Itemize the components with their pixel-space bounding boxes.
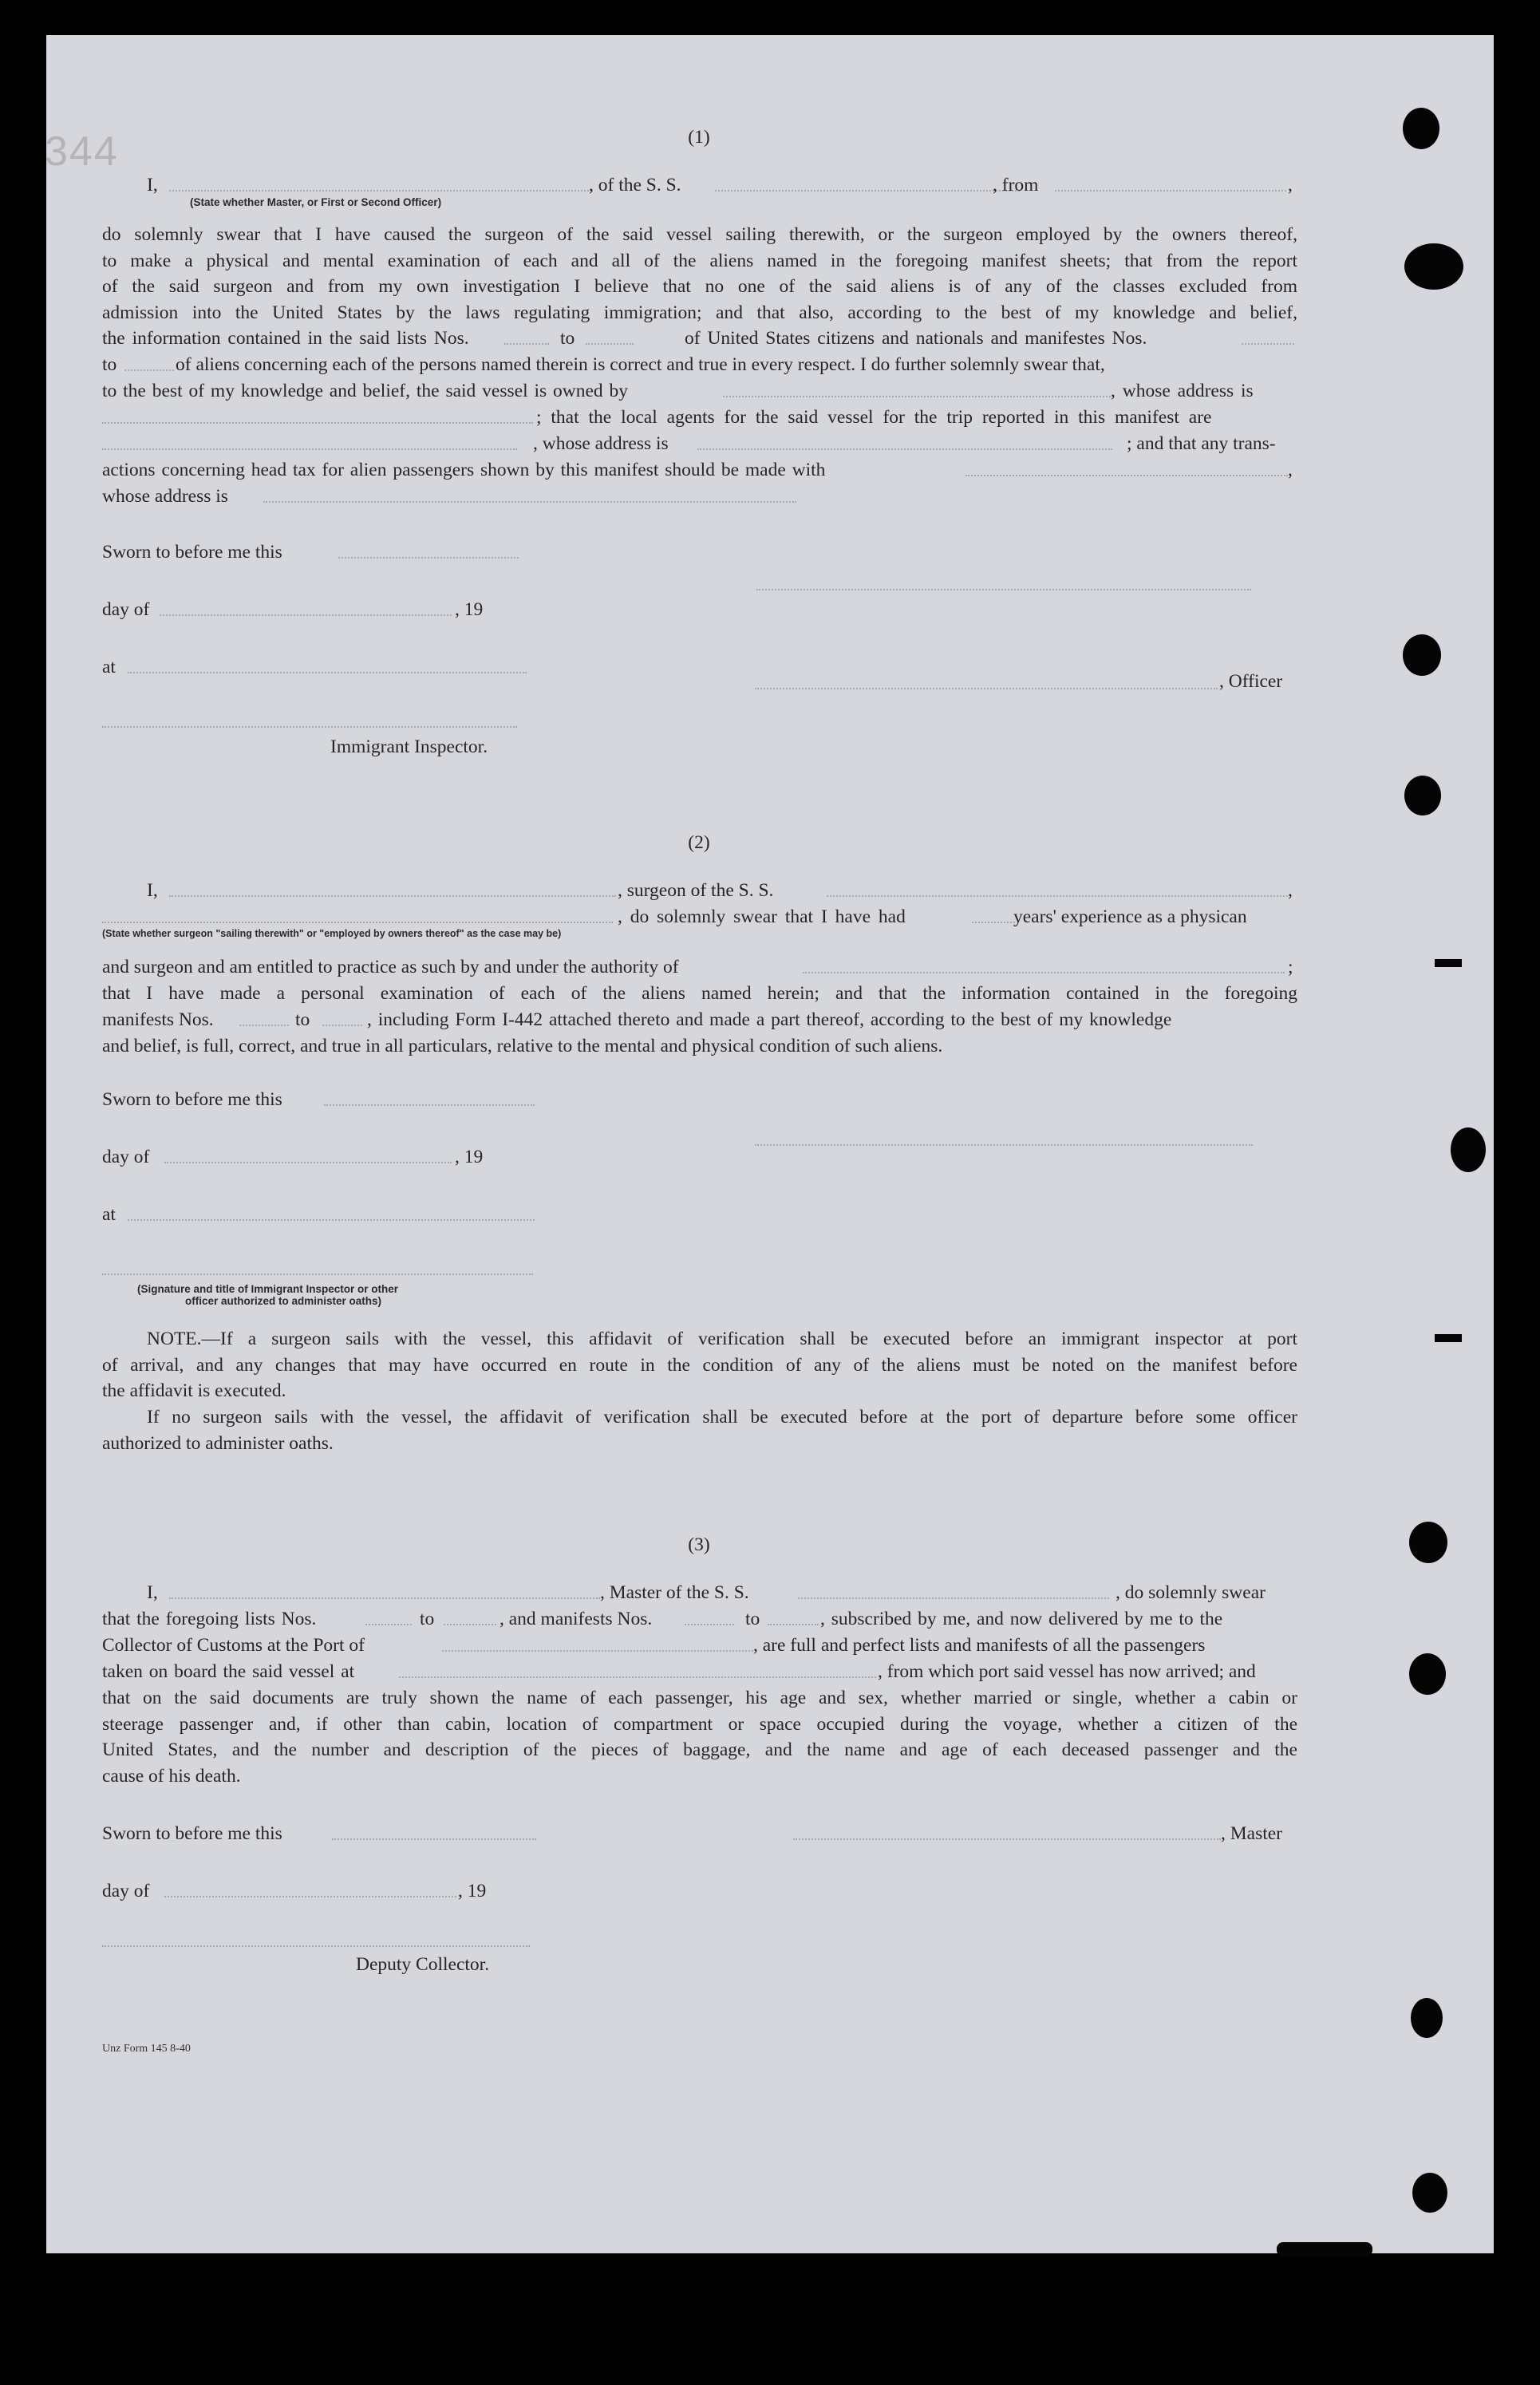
surgeon-note: (State whether surgeon "sailing therewith" or "employed by owners thereof" as the case may be) xyxy=(102,928,562,939)
binder-hole xyxy=(1411,1998,1443,2038)
note-1 xyxy=(102,1326,1297,1378)
s3-swear: , do solemnly swear xyxy=(1116,1582,1266,1603)
s3-collector-b: , are full and perfect lists and manifests of all the passengers xyxy=(753,1635,1206,1656)
s1-to-a: to xyxy=(102,354,117,375)
sig-note-2: officer authorized to administer oaths) xyxy=(185,1295,382,1307)
s2-swear-b: years' experience as a physican xyxy=(1013,906,1247,927)
binder-hole xyxy=(1403,634,1441,676)
s3-manifest-from-blank xyxy=(685,1624,734,1625)
s1-inspector: Immigrant Inspector. xyxy=(330,736,488,757)
s3-master-name-blank xyxy=(169,1597,600,1599)
surgeon-type-blank xyxy=(102,922,613,923)
owner-blank xyxy=(723,396,1111,397)
note-1-last: the affidavit is executed. xyxy=(102,1380,286,1401)
list-no-to-blank xyxy=(586,343,634,345)
binder-hole xyxy=(1404,243,1463,290)
s2-sworn: Sworn to before me this xyxy=(102,1089,282,1110)
s1-i: I, xyxy=(147,175,158,195)
section-3-heading: (3) xyxy=(688,1534,710,1555)
note-line: If no surgeon sails with the vessel, the affidavit of verification shall be executed before at the port of departure before some officer xyxy=(147,1407,1297,1427)
s1-sworn: Sworn to before me this xyxy=(102,542,282,563)
s1-addr-b: ; and that any trans- xyxy=(1127,433,1276,454)
s3-master: , Master xyxy=(1221,1823,1283,1844)
section-2-heading: (2) xyxy=(688,832,710,853)
binder-hole xyxy=(1451,1127,1486,1172)
s1-owned-a: to the best of my knowledge and belief, the said vessel is owned by xyxy=(102,381,629,401)
s2-exam-line xyxy=(102,981,1297,1007)
s1-nos-a: the information contained in the said lists Nos. xyxy=(102,328,469,349)
s1-head-tax-b: , xyxy=(1288,460,1293,480)
s3-line: United States, and the number and description of the pieces of baggage, and the name and age of each deceased passenger and the xyxy=(102,1739,1297,1760)
s1-nos-c: of United States citizens and nationals and manifestes Nos. xyxy=(685,328,1147,349)
s3-manifest-to-blank xyxy=(768,1624,819,1625)
page-stamp: 344 xyxy=(45,128,119,175)
head-tax-address-blank xyxy=(263,501,796,503)
s1-at: at xyxy=(102,657,116,677)
s1-line: of the said surgeon and from my own investigation I believe that no one of the said aliens is of any of the classes excluded from xyxy=(102,276,1297,297)
master-name-blank xyxy=(169,190,592,192)
s1-head-tax-a: actions concerning head tax for alien passengers shown by this manifest should be made with xyxy=(102,460,826,480)
s2-manifests-c: , including Form I-442 attached thereto and made a part thereof, according to the best of my knowledge xyxy=(367,1009,1172,1030)
s3-collector-a: Collector of Customs at the Port of xyxy=(102,1635,365,1656)
binder-hole xyxy=(1403,108,1439,149)
s1-nineteen: , 19 xyxy=(455,599,484,620)
note-2-last: authorized to administer oaths. xyxy=(102,1433,334,1454)
s2-manifest-to-blank xyxy=(322,1025,362,1026)
s3-lists-c: , and manifests Nos. xyxy=(500,1609,653,1629)
s2-nineteen: , 19 xyxy=(455,1147,484,1167)
s1-officer-blank xyxy=(755,688,1218,689)
s1-end: , xyxy=(1288,175,1293,195)
s3-day-of: day of xyxy=(102,1881,150,1901)
s2-sworn-blank xyxy=(324,1104,535,1106)
s2-manifests-a: manifests Nos. xyxy=(102,1009,214,1030)
s1-owned-b: , whose address is xyxy=(1111,381,1254,401)
agents-address-blank xyxy=(697,448,1112,450)
head-tax-blank xyxy=(965,475,1288,476)
s2-day-of: day of xyxy=(102,1147,150,1167)
s1-from: , from xyxy=(993,175,1039,195)
s2-manifests-b: to xyxy=(295,1009,310,1030)
section-1-heading: (1) xyxy=(688,127,710,148)
s3-list-to-blank xyxy=(444,1624,496,1625)
s1-addr-a: , whose address is xyxy=(533,433,669,454)
manifest-to-blank xyxy=(124,369,174,371)
years-blank xyxy=(972,922,1015,923)
from-port-blank xyxy=(1055,190,1286,192)
binder-hole xyxy=(1412,2173,1447,2213)
s3-taken-a: taken on board the said vessel at xyxy=(102,1661,355,1682)
s3-lists-b: to xyxy=(420,1609,435,1629)
s2-signature-blank xyxy=(755,1144,1253,1146)
s3-line: steerage passenger and, if other than cabin, location of compartment or space occupied during the voyage, whether a citizen of the xyxy=(102,1713,1297,1735)
s3-embark-blank xyxy=(399,1676,876,1678)
s2-belief: and belief, is full, correct, and true in all particulars, relative to the mental and physical condition of such aliens. xyxy=(102,1036,943,1056)
authority-blank xyxy=(803,972,1285,973)
s2-at: at xyxy=(102,1204,116,1225)
s2-line: that I have made a personal examination of each of the aliens named herein; and that the information contained in the foregoing xyxy=(102,983,1297,1004)
binder-hole xyxy=(1409,1522,1447,1563)
s1-whose: whose address is xyxy=(102,486,228,507)
s3-i: I, xyxy=(147,1582,158,1603)
s1-agents: ; that the local agents for the said vessel for the trip reported in this manifest are xyxy=(536,407,1212,428)
list-no-from-blank xyxy=(504,343,549,345)
s3-master-of: , Master of the S. S. xyxy=(600,1582,749,1603)
s1-day-blank xyxy=(160,614,452,616)
s2-authority-a: and surgeon and am entitled to practice as such by and under the authority of xyxy=(102,957,679,977)
s3-ship-blank xyxy=(798,1597,1109,1599)
s3-list-from-blank xyxy=(365,1624,412,1625)
sig-note-1: (Signature and title of Immigrant Inspector or other xyxy=(137,1283,399,1295)
s3-taken-b: , from which port said vessel has now arrived; and xyxy=(878,1661,1256,1682)
s3-line: that on the said documents are truly shown the name of each passenger, his age and sex, whether married or single, whether a cabin or xyxy=(102,1688,1297,1708)
note-line: NOTE.—If a surgeon sails with the vessel, this affidavit of verification shall be executed before an immigrant inspector at port xyxy=(147,1329,1297,1349)
binder-mark xyxy=(1435,1334,1462,1342)
s3-deputy-sig-blank xyxy=(102,1945,530,1947)
s1-officer: , Officer xyxy=(1219,671,1283,692)
manifest-no-blank xyxy=(1242,343,1294,345)
s3-lists-a: that the foregoing lists Nos. xyxy=(102,1609,317,1629)
section-1-body xyxy=(102,222,1297,326)
s3-deputy: Deputy Collector. xyxy=(356,1954,490,1975)
s2-end: , xyxy=(1288,880,1293,901)
s2-swear-a: , do solemnly swear that I have had xyxy=(618,906,906,927)
s1-day-of: day of xyxy=(102,599,150,620)
form-number: Unz Form 145 8-40 xyxy=(102,2043,191,2055)
s3-last-line: cause of his death. xyxy=(102,1766,241,1787)
note-2 xyxy=(102,1404,1297,1431)
binder-mark xyxy=(1435,959,1462,967)
s3-lists-d: to xyxy=(745,1609,760,1629)
s1-line: admission into the United States by the laws regulating immigration; and that also, according to the best of my knowledge and belief, xyxy=(102,302,1297,323)
s3-sworn: Sworn to before me this xyxy=(102,1823,282,1844)
s3-port-blank xyxy=(442,1650,753,1652)
s3-sworn-blank xyxy=(332,1838,536,1840)
s1-to-b: of aliens concerning each of the persons named therein is correct and true in every respect. I do further solemnly swear that, xyxy=(176,354,1105,375)
binder-hole xyxy=(1409,1653,1446,1695)
s1-signature-blank xyxy=(756,589,1251,590)
s2-surgeon-of: , surgeon of the S. S. xyxy=(618,880,774,901)
s3-day-blank xyxy=(164,1896,456,1897)
s2-authority-b: ; xyxy=(1288,957,1293,977)
binder-hole xyxy=(1404,776,1441,815)
section-3-body xyxy=(102,1685,1297,1763)
note-line: of arrival, and any changes that may have occurred en route in the condition of any of the aliens must be noted on the manifest before xyxy=(102,1354,1297,1376)
master-note: (State whether Master, or First or Second Officer) xyxy=(190,196,442,208)
surgeon-name-blank xyxy=(169,895,616,897)
s1-sworn-blank xyxy=(338,557,519,559)
ship-name-blank xyxy=(715,190,1020,192)
s1-nos-b: to xyxy=(560,328,575,349)
s2-i: I, xyxy=(147,880,158,901)
s3-nineteen: , 19 xyxy=(458,1881,487,1901)
s2-ship-blank xyxy=(827,895,1288,897)
s1-line: do solemnly swear that I have caused the surgeon of the said vessel sailing therewith, or the surgeon employed by the owners thereof, xyxy=(102,224,1297,245)
s2-manifest-from-blank xyxy=(239,1025,289,1026)
s1-at-blank xyxy=(128,672,527,673)
s3-lists-e: , subscribed by me, and now delivered by me to the xyxy=(820,1609,1223,1629)
owner-address-blank xyxy=(102,422,533,424)
page-edge-mark xyxy=(1277,2242,1372,2257)
s1-of-ss: , of the S. S. xyxy=(589,175,681,195)
agents-blank xyxy=(102,448,517,450)
s2-day-blank xyxy=(164,1162,452,1163)
s1-inspector-blank xyxy=(102,726,517,728)
s1-line: to make a physical and mental examination of each and all of the aliens named in the foregoing manifest sheets; that from the report xyxy=(102,250,1297,271)
s3-master-sig-blank xyxy=(793,1838,1221,1840)
s2-inspector-sig-blank xyxy=(102,1273,533,1275)
s2-at-blank xyxy=(128,1219,535,1221)
